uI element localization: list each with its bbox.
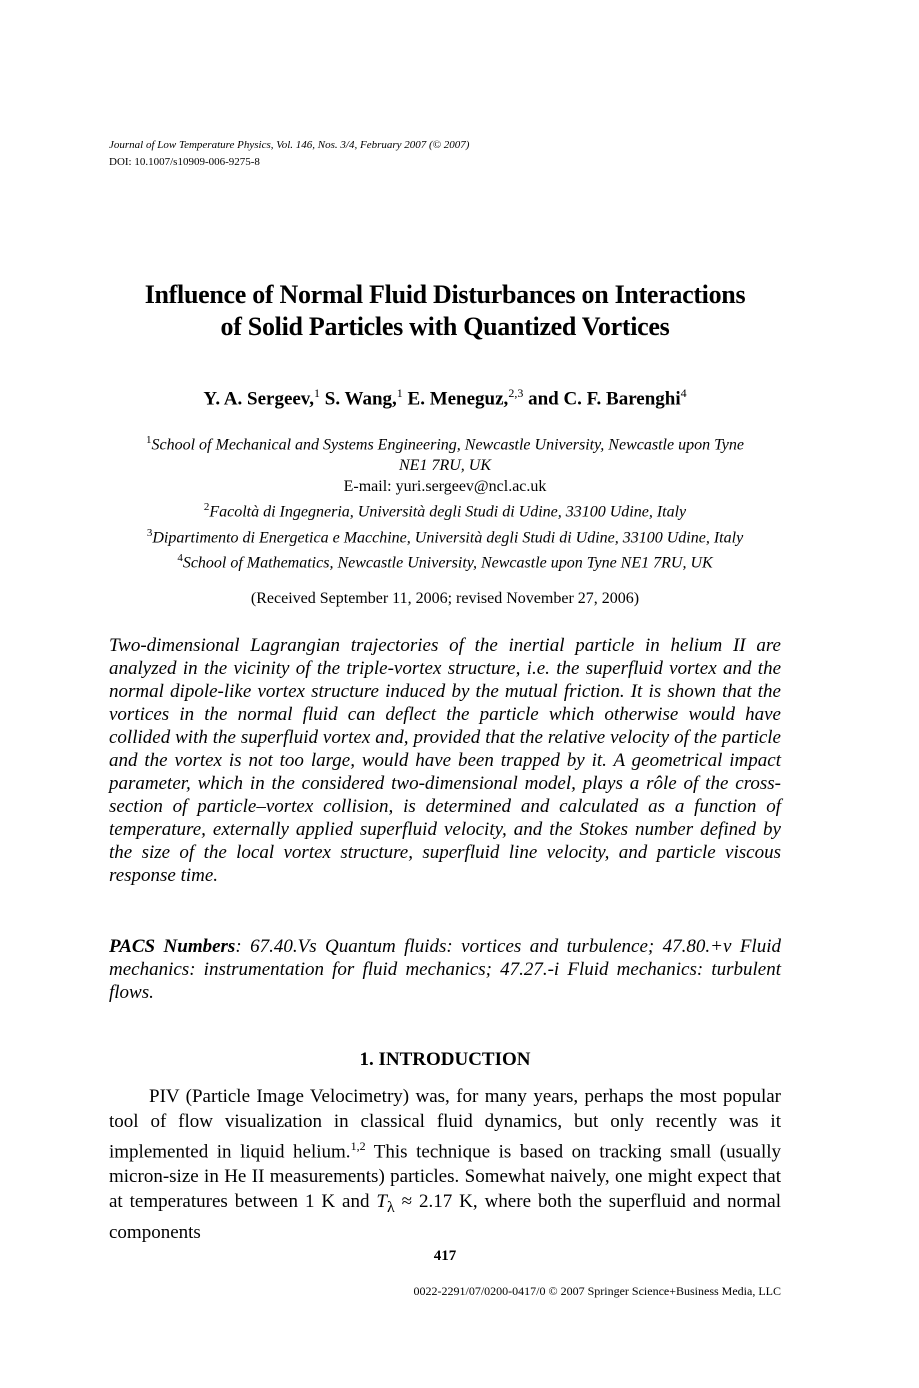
pacs-text: : 67.40.Vs Quantum fluids: vortices and turbulence; 47.80.+v Fluid mechanics: instrumentation for fluid mechanics; 47.27.-i Fluid mechanics: turbulent flows. [109,936,781,1003]
intro-paragraph [109,1084,781,1245]
author-list [109,380,781,412]
t-lambda-symbol: T [376,1191,387,1213]
affiliation-4 [100,548,790,573]
author-1: Y. A. Sergeev, [203,388,315,410]
title-line-1: Influence of Normal Fluid Disturbances on Interactions [144,280,746,309]
affiliation-2-text: Facoltà di Ingegneria, Università degli Studi di Udine, 33100 Udine, Italy [209,503,687,521]
author-1-sup: 1 [314,386,321,400]
pacs-numbers [109,935,781,1004]
abstract: Two-dimensional Lagrangian trajectories of the inertial particle in helium II are analyzed in the vicinity of the triple-vortex structure, i.e. the superfluid vortex and the normal dipole-like vortex structure induced by the mutual friction. It is shown that the vortices in the normal fluid can deflect the particle which otherwise would have collided with the superfluid vortex and, provided that the relative velocity of the particle and the vortex is not too large, would have been trapped by it. A geometrical impact parameter, which in the considered two-dimensional model, plays a rôle of the cross-section of particle–vortex collision, is determined and calculated as a function of temperature, externally applied superfluid velocity, and the Stokes number defined by the size of the local vortex structure, superfluid line velocity, and particle viscous response time. [109,635,781,886]
affiliation-3 [100,523,790,548]
affiliation-1 [100,430,790,455]
author-3: E. Meneguz, [407,388,509,410]
affiliation-1-sup: 1 [146,434,152,446]
journal-citation: Journal of Low Temperature Physics, Vol. 146, Nos. 3/4, February 2007 (© 2007) [109,139,470,151]
doi: DOI: 10.1007/s10909-006-9275-8 [109,156,260,168]
email: E-mail: yuri.sergeev@ncl.ac.uk [343,478,547,496]
author-4: and C. F. Barenghi [528,388,681,410]
affiliation-2 [100,497,790,522]
intro-ref: 1,2 [350,1139,366,1153]
section-heading: 1. INTRODUCTION [359,1049,531,1070]
affiliation-4-text: School of Mathematics, Newcastle University, Newcastle upon Tyne NE1 7RU, UK [182,554,713,572]
intro-text-3: ≈ 2.17 K, where both the superfluid and normal components [109,1191,781,1244]
affiliation-1-line-2: NE1 7RU, UK [399,457,491,475]
t-lambda-subscript: λ [387,1199,395,1217]
intro-text-1: PIV (Particle Image Velocimetry) was, for many years, perhaps the most popular tool of flow visualization in classical fluid dynamics, but only recently was it implemented in liquid helium. [109,1086,781,1163]
pacs-label: PACS Numbers [109,936,236,957]
author-2-sup: 1 [396,386,403,400]
affiliations [100,430,790,573]
page-number: 417 [433,1248,457,1264]
affiliation-3-text: Dipartimento di Energetica e Macchine, Università degli Studi di Udine, 33100 Udine, Italy [152,528,744,546]
author-3-sup: 2,3 [508,386,524,400]
intro-text-2: This technique is based on tracking small (usually micron-size in He II measurements) particles. Somewhat naively, one might expect that at temperatures between 1 K and [109,1141,782,1213]
author-4-sup: 4 [680,386,687,400]
paper-title [109,279,781,343]
affiliation-2-sup: 2 [203,501,210,514]
author-2: S. Wang, [324,388,397,410]
title-line-2: of Solid Particles with Quantized Vortices [220,312,670,341]
received-date: (Received September 11, 2006; revised November 27, 2006) [250,590,640,607]
copyright: 0022-2291/07/0200-0417/0 © 2007 Springer Science+Business Media, LLC [413,1284,781,1298]
affiliation-3-sup: 3 [146,526,153,539]
affiliation-1-line-1: School of Mechanical and Systems Engineering, Newcastle University, Newcastle upon Tyne [151,436,744,454]
affiliation-4-sup: 4 [177,551,183,564]
